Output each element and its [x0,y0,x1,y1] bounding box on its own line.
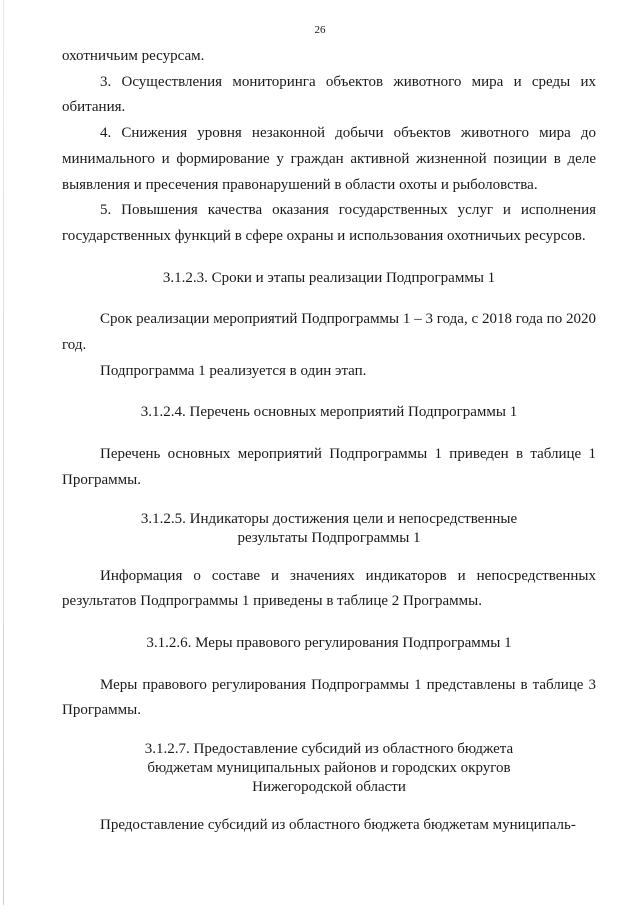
paragraph-continuation: охотничьим ресурсам. [62,48,205,64]
section-heading-3-1-2-7 [62,740,596,797]
page-number: 26 [314,24,326,36]
paragraph-regulation: Меры правового регулирования Подпрограммы 1 представлены в таблице 3 Программы. [62,676,596,719]
paragraph-item-3: 3. Осуществления мониторинга объектов животного мира и среды их обитания. [62,73,596,116]
paragraph-item-5: 5. Повышения качества оказания государственных услуг и исполнения государственных функций в сфере охраны и использования охотничьих ресурсов. [62,202,596,244]
paragraph-term: Срок реализации мероприятий Подпрограммы 1 – 3 года, с 2018 года по 2020 год. [62,311,596,354]
section-heading-3-1-2-6: 3.1.2.6. Меры правового регулирования Подпрограммы 1 [146,634,512,651]
heading-line-3: Нижегородской области [252,779,406,796]
paragraph-subsidies: Предоставление субсидий из областного бюджета бюджетам муниципаль- [100,817,576,834]
paragraph-activities: Перечень основных мероприятий Подпрограммы 1 приведен в таблице 1 Программы. [62,446,596,488]
heading-line-2: бюджетам муниципальных районов и городских округов [147,760,511,777]
paragraph-stages: Подпрограмма 1 реализуется в один этап. [100,362,367,379]
section-heading-3-1-2-5 [62,510,596,548]
heading-line-1: 3.1.2.7. Предоставление субсидий из областного бюджета [144,741,514,758]
paragraph-item-4: 4. Снижения уровня незаконной добычи объектов животного мира до минимального и формирование у граждан активной жизненной позиции в деле выявления и пресечения правонарушений в области охоты и рыболовства. [62,125,596,193]
scan-edge-line [3,0,4,905]
paragraph-indicators: Информация о составе и значениях индикаторов и непосредственных результатов Подпрограммы 1 приведены в таблице 2 Программы. [62,567,596,610]
document-body [62,44,596,839]
heading-line-1: 3.1.2.5. Индикаторы достижения цели и непосредственные [140,510,518,527]
heading-line-2: результаты Подпрограммы 1 [237,529,421,546]
section-heading-3-1-2-4: 3.1.2.4. Перечень основных мероприятий Подпрограммы 1 [140,404,518,421]
section-heading-3-1-2-3: 3.1.2.3. Сроки и этапы реализации Подпрограммы 1 [162,269,496,286]
